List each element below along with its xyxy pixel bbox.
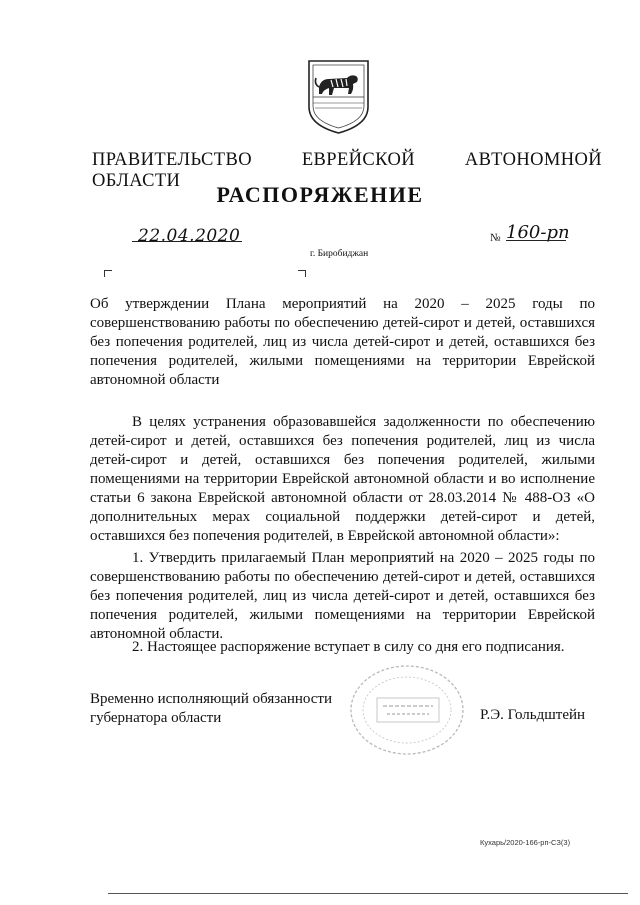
bottom-rule [108,893,628,894]
signatory-position [90,690,332,728]
signatory-name: Р.Э. Гольдштейн [480,707,586,723]
preamble-paragraph: В целях устранения образовавшейся задолженности по обеспечению детей-сирот и детей, оставшихся без попечения родителей, лиц из числа детей-сирот и детей, оставшихся без попечения родителей, жилыми помещениями на территории Еврейской автономной области и во исполнение статьи 6 закона Еврейской автономной области от 28.03.2014 № 488-ОЗ «О дополнительных мерах социальной поддержки детей-сирот и детей, оставшихся без попечения родителей, в Еврейской автономной области»: [90,414,595,544]
number-prefix: № [490,232,501,244]
footer-reference: Кухарь/2020-166-рп-СЗ(3) [480,838,571,847]
date-underline [132,241,242,242]
coat-of-arms-emblem [303,57,374,135]
tiger-icon [315,75,357,95]
official-stamp [345,660,470,760]
signatory-position-line1: Временно исполняющий обязанности [90,691,333,707]
number-underline [506,240,566,241]
city-label: г. Биробиджан [310,249,369,259]
subject-bracket-right [298,270,306,277]
subject-bracket-left [104,270,112,277]
signatory-position-line2: губернатора области [90,710,222,726]
government-title: ПРАВИТЕЛЬСТВО ЕВРЕЙСКОЙ АВТОНОМНОЙ ОБЛАСТИ [92,150,602,191]
document-type-heading: РАСПОРЯЖЕНИЕ [216,182,424,207]
subject-paragraph: Об утверждении Плана мероприятий на 2020 – 2025 годы по совершенствованию работы по обеспечению детей-сирот и детей, оставшихся без попечения родителей, лиц из числа детей-сирот и детей, оставшихся без попечения родителей, жилыми помещениями на территории Еврейской автономной области [90,296,595,388]
document-date: 22.04.2020 [138,226,241,246]
order-item-1: 1. Утвердить прилагаемый План мероприятий на 2020 – 2025 годы по совершенствованию работы по обеспечению детей-сирот и детей, оставшихся без попечения родителей, лиц из числа детей-сирот и детей, оставшихся без попечения родителей, жилыми помещениями на территории Еврейской автономной области. [90,550,595,642]
document-number: 160-рп [506,222,570,243]
order-item-2: 2. Настоящее распоряжение вступает в силу со дня его подписания. [132,639,565,655]
